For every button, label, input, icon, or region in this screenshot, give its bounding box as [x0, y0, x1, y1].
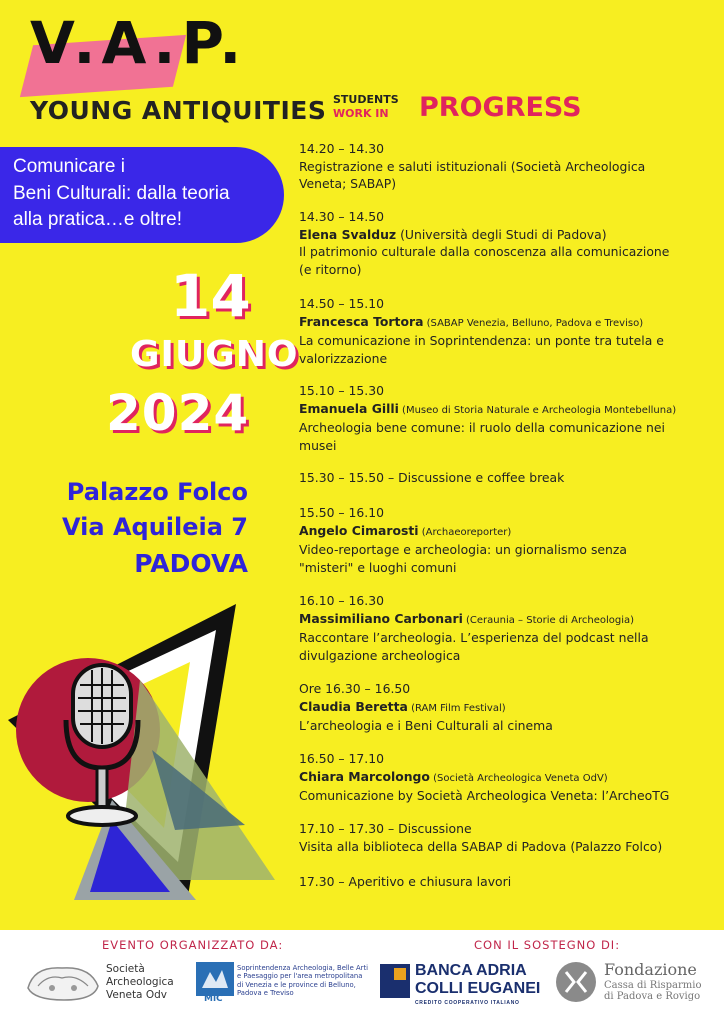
program-line: L’archeologia e i Beni Culturali al cinema: [299, 718, 553, 733]
sponsor-footer: [0, 930, 724, 1024]
sav-name: Società Archeologica Veneta Odv: [106, 963, 174, 1001]
banca-name-line2: COLLI EUGANEI: [415, 980, 541, 997]
program-line: Il patrimonio culturale dalla conoscenza alla comunicazione: [299, 244, 670, 259]
microphone-artwork: [0, 590, 290, 910]
program-item: [299, 469, 715, 487]
program-speaker: Emanuela Gilli: [299, 400, 399, 416]
subtitle-line: Comunicare i: [13, 156, 125, 177]
program-time: 16.50 – 17.10: [299, 751, 385, 766]
program-item: [299, 820, 715, 855]
banca-name-line1: BANCA ADRIA: [415, 962, 527, 979]
banca-tagline: CREDITO COOPERATIVO ITALIANO: [415, 1000, 520, 1006]
program-time: Ore 16.30 – 16.50: [299, 681, 411, 696]
program-line: Registrazione e saluti istituzionali (Società Archeologica: [299, 158, 646, 174]
program-speaker: Claudia Beretta: [299, 698, 408, 714]
program-time: 14.30 – 14.50: [299, 209, 385, 224]
program-item: [299, 592, 715, 664]
program-line: valorizzazione: [299, 350, 388, 366]
banca-logo-icon: [380, 964, 410, 998]
program-time: 17.10 – 17.30 – Discussione: [299, 821, 472, 836]
program-item: [299, 680, 715, 735]
supported-by-heading: CON IL SOSTEGNO DI:: [474, 938, 621, 952]
program-speaker: Chiara Marcolongo: [299, 768, 430, 784]
program-item: [299, 504, 715, 576]
program-affiliation: (Museo di Storia Naturale e Archeologia Montebelluna): [398, 404, 677, 416]
program-affiliation: (Università degli Studi di Padova): [396, 226, 607, 242]
program-affiliation: (Ceraunia – Storie di Archeologia): [462, 614, 635, 626]
program-line: divulgazione archeologica: [299, 647, 461, 663]
program-time: 14.20 – 14.30: [299, 141, 385, 156]
program-time: 15.50 – 16.10: [299, 505, 385, 520]
organized-by-heading: EVENTO ORGANIZZATO DA:: [102, 938, 284, 952]
program-item: [299, 140, 715, 193]
program-item: [299, 750, 715, 805]
date-day: 14: [170, 262, 251, 330]
work-in-label: WORK IN: [333, 107, 389, 120]
subtitle-pill: [0, 147, 284, 243]
venue-name: Palazzo Folco: [66, 478, 248, 506]
program-line: Comunicazione by Società Archeologica Veneta: l’ArcheoTG: [299, 788, 670, 803]
mic-logo-icon: [196, 962, 234, 996]
program-line: (e ritorno): [299, 261, 362, 277]
program-item: [299, 382, 715, 454]
program-affiliation: (RAM Film Festival): [407, 702, 506, 714]
program-speaker: Elena Svalduz: [299, 226, 397, 242]
date-month: GIUGNO: [130, 334, 299, 375]
program-time: 16.10 – 16.30: [299, 593, 385, 608]
program-item: [299, 873, 715, 891]
fondazione-subtitle: Cassa di Risparmio di Padova e Rovigo: [604, 980, 702, 1002]
program-time: 17.30 – Aperitivo e chiusura lavori: [299, 874, 512, 889]
program-time: 14.50 – 15.10: [299, 296, 385, 311]
students-label: STUDENTS: [333, 93, 399, 106]
program-line: Raccontare l’archeologia. L’esperienza del podcast nella: [299, 630, 649, 645]
program-line: La comunicazione in Soprintendenza: un ponte tra tutela e: [299, 333, 664, 348]
program-line: "misteri" e luoghi comuni: [299, 559, 457, 575]
program-item: [299, 295, 715, 367]
program-time: 15.30 – 15.50 – Discussione e coffee break: [299, 470, 565, 485]
progress-label: PROGRESS: [419, 92, 582, 123]
venue-city: PADOVA: [134, 549, 248, 578]
program-speaker: Massimiliano Carbonari: [299, 610, 463, 626]
program-line: Veneta; SABAP): [299, 176, 397, 191]
program-item: [299, 208, 715, 278]
soprintendenza-text: Soprintendenza Archeologia, Belle Arti e Paesaggio per l'area metropolitana di Venezia e le province di Belluno, Padova e Treviso: [237, 964, 369, 998]
sav-logo-icon: [24, 960, 102, 1004]
program-line: Visita alla biblioteca della SABAP di Padova (Palazzo Folco): [299, 838, 663, 854]
program-line: musei: [299, 437, 337, 453]
fondazione-logo-icon: [554, 960, 598, 1004]
date-year: 2024: [106, 384, 250, 442]
program-speaker: Angelo Cimarosti: [299, 522, 419, 538]
vap-logo: V.A.P.: [30, 9, 248, 77]
program-affiliation: (Società Archeologica Veneta OdV): [429, 772, 608, 784]
program-line: Archeologia bene comune: il ruolo della comunicazione nei: [299, 420, 665, 435]
program-affiliation: (Archaeoreporter): [418, 526, 512, 538]
program-speaker: Francesca Tortora: [299, 313, 424, 329]
mic-label: MiC: [204, 994, 223, 1004]
program-time: 15.10 – 15.30: [299, 383, 385, 398]
subtitle-line: alla pratica…e oltre!: [13, 209, 182, 230]
subtitle-line: Beni Culturali: dalla teoria: [13, 183, 230, 204]
program-affiliation: (SABAP Venezia, Belluno, Padova e Treviso): [423, 317, 644, 329]
program-line: Video-reportage e archeologia: un giornalismo senza: [299, 542, 627, 557]
fondazione-name: Fondazione: [604, 960, 697, 979]
venue-street: Via Aquileia 7: [62, 513, 248, 541]
young-antiquities-title: YOUNG ANTIQUITIES: [30, 96, 327, 125]
